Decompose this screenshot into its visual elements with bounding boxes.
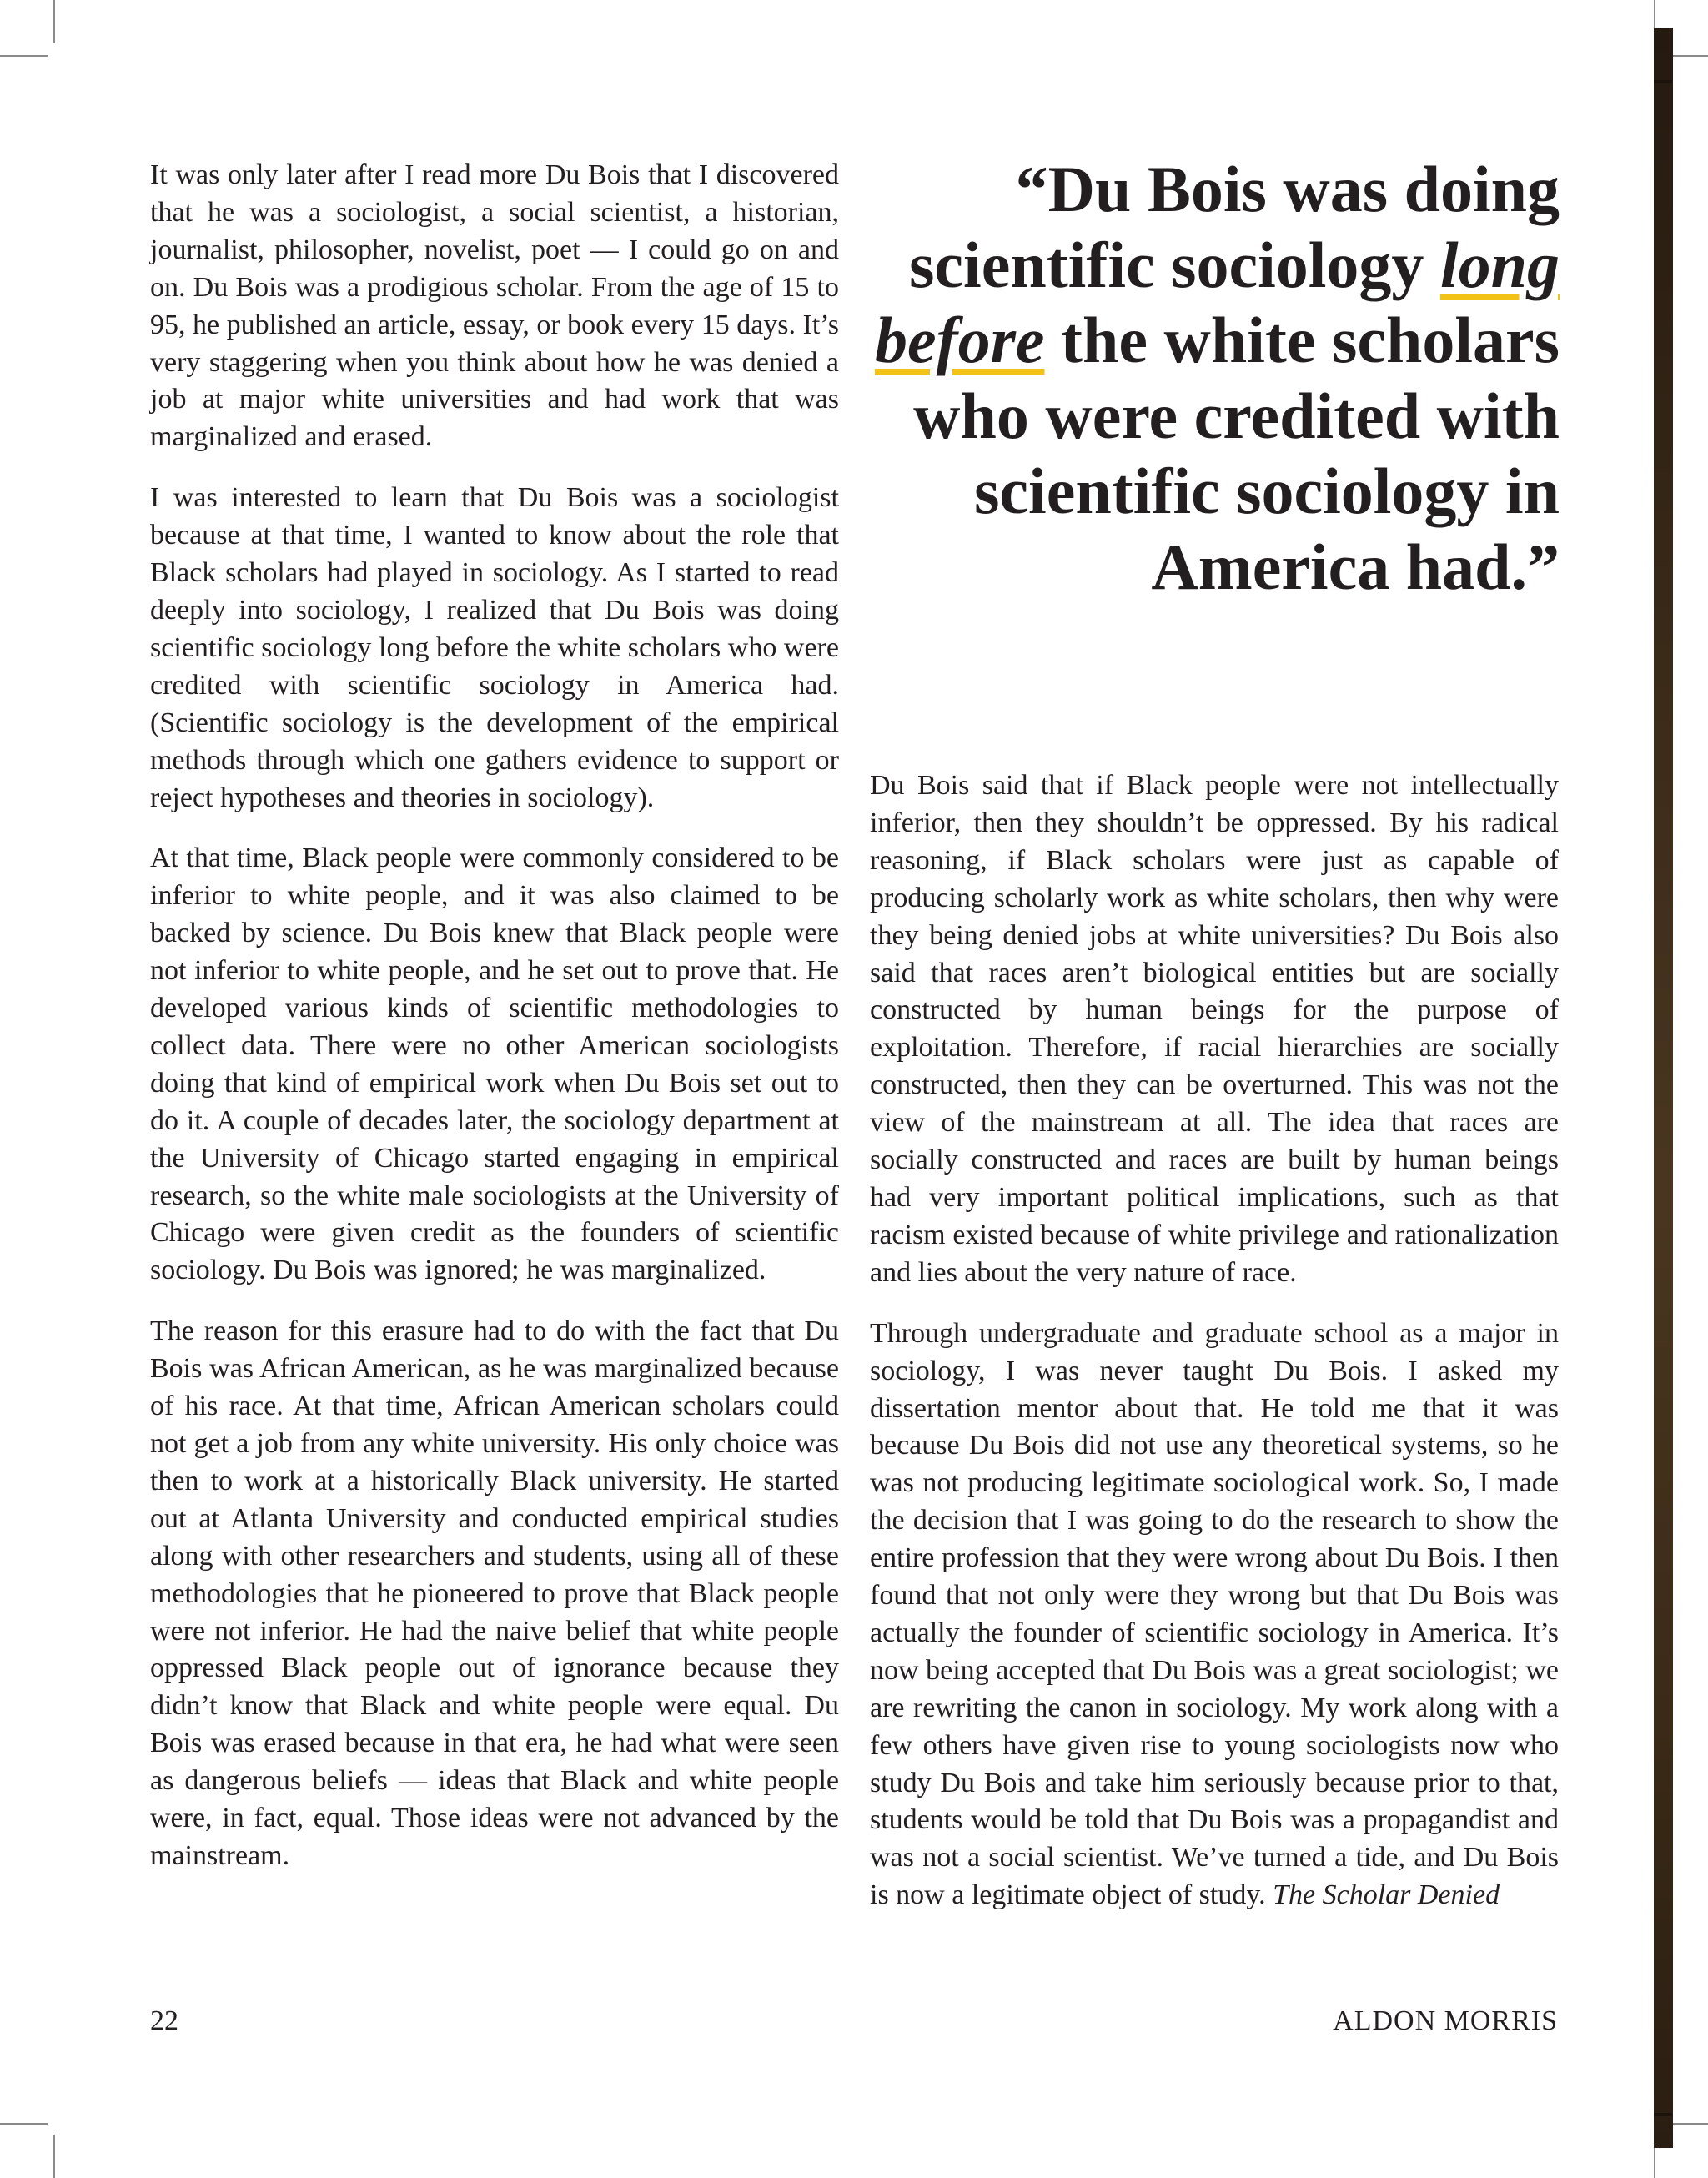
pull-quote-highlight: long before	[874, 228, 1560, 376]
left-text-column	[150, 157, 839, 1899]
body-paragraph: It was only later after I read more Du Bois that I discovered that he was a sociologist, a social scientist, a historian, journalist, philosopher, novelist, poet — I could go on and on. Du Bois was a prodigious scholar. From the age of 15 to 95, he published an article, essay, or book every 15 days. It’s very staggering when you think about how he was denied a job at major white universities and had work that was marginalized and erased.	[150, 159, 839, 453]
book-title-italic: The Scholar Denied	[1273, 1879, 1500, 1911]
strip-divider	[1654, 2113, 1672, 2116]
crop-mark	[53, 0, 55, 43]
photo-bleed-strip	[1654, 28, 1673, 2148]
body-paragraph: I was interested to learn that Du Bois was a sociologist because at that time, I wanted to know about the role that Black scholars had played in sociology. As I started to read deeply into sociology, I realized that Du Bois was doing scientific sociology long before the white scholars who were credited with scientific sociology in America had. (Scientific sociology is the development of the empirical methods through which one gathers evidence to support or reject hypotheses and theories in sociology).	[150, 482, 839, 813]
body-paragraph: At that time, Black people were commonly considered to be inferior to white people, and it was also claimed to be backed by science. Du Bois knew that Black people were not inferior to white people, and he set out to prove that. He developed various kinds of scientific methodologies to collect data. There were no other American sociologists doing that kind of empirical work when Du Bois set out to do it. A couple of decades later, the sociology department at the University of Chicago started engaging in empirical research, so the white male sociologists at the University of Chicago were given credit as the founders of scientific sociology. Du Bois was ignored; he was marginalized.	[150, 843, 839, 1286]
body-paragraph	[870, 1315, 1559, 1915]
page-number: 22	[150, 2005, 178, 2036]
paragraph-text: Through undergraduate and graduate school as a major in sociology, I was never taught Du Bois. I asked my dissertation mentor about that. He told me that it was because Du Bois did not use any theoretical systems, so he was not producing legitimate sociological work. So, I made the decision that I was going to do the research to show the entire profession that they were wrong about Du Bois. I then found that not only were they wrong but that Du Bois was actually the founder of scientific sociology in America. It’s now being accepted that Du Bois was a great sociologist; we are rewriting the canon in sociology. My work along with a few others have given rise to young sociologists now who study Du Bois and take him seriously because prior to that, students would be told that Du Bois was a propagandist and was not a social scientist. We’ve turned a tide, and Du Bois is now a legitimate object of study.	[870, 1317, 1559, 1911]
crop-mark	[0, 55, 48, 57]
pull-quote	[867, 152, 1560, 605]
body-paragraph: Du Bois said that if Black people were not intellectually inferior, then they shouldn’t be oppressed. By his radical reasoning, if Black scholars were just as capable of producing scholarly work as white scholars, then why were they being denied jobs at white universities? Du Bois also said that races aren’t biological entities but are socially constructed by human beings for the purpose of exploitation. Therefore, if racial hierarchies are socially constructed, then they can be overturned. This was not the view of the mainstream at all. The idea that races are socially constructed and races are built by human beings had very important political implications, such as that racism existed because of white privilege and rationalization and lies about the very nature of race.	[870, 770, 1559, 1288]
pull-quote-text: the white scholars who were credited with scientific sociology in America had.”	[913, 304, 1560, 603]
right-text-column	[870, 767, 1559, 1938]
crop-mark	[0, 2123, 48, 2125]
pull-quote-text: “Du Bois was doing scientific sociology	[909, 153, 1560, 301]
strip-divider	[1654, 80, 1672, 83]
body-paragraph: The reason for this erasure had to do with the fact that Du Bois was African American, as he was marginalized because of his race. At that time, African American scholars could not get a job from any white university. His only choice was then to work at a historically Black university. He started out at Atlanta University and conducted empirical studies along with other researchers and students, using all of these methodologies that he pioneered to prove that Black people were not inferior. He had the naive belief that white people oppressed Black people out of ignorance because they didn’t know that Black and white people were equal. Du Bois was erased because in that era, he had what were seen as dangerous beliefs — ideas that Black and white people were, in fact, equal. Those ideas were not advanced by the mainstream.	[150, 1315, 839, 1871]
crop-mark	[53, 2135, 55, 2178]
running-footer-author: ALDON MORRIS	[1333, 2005, 1558, 2036]
